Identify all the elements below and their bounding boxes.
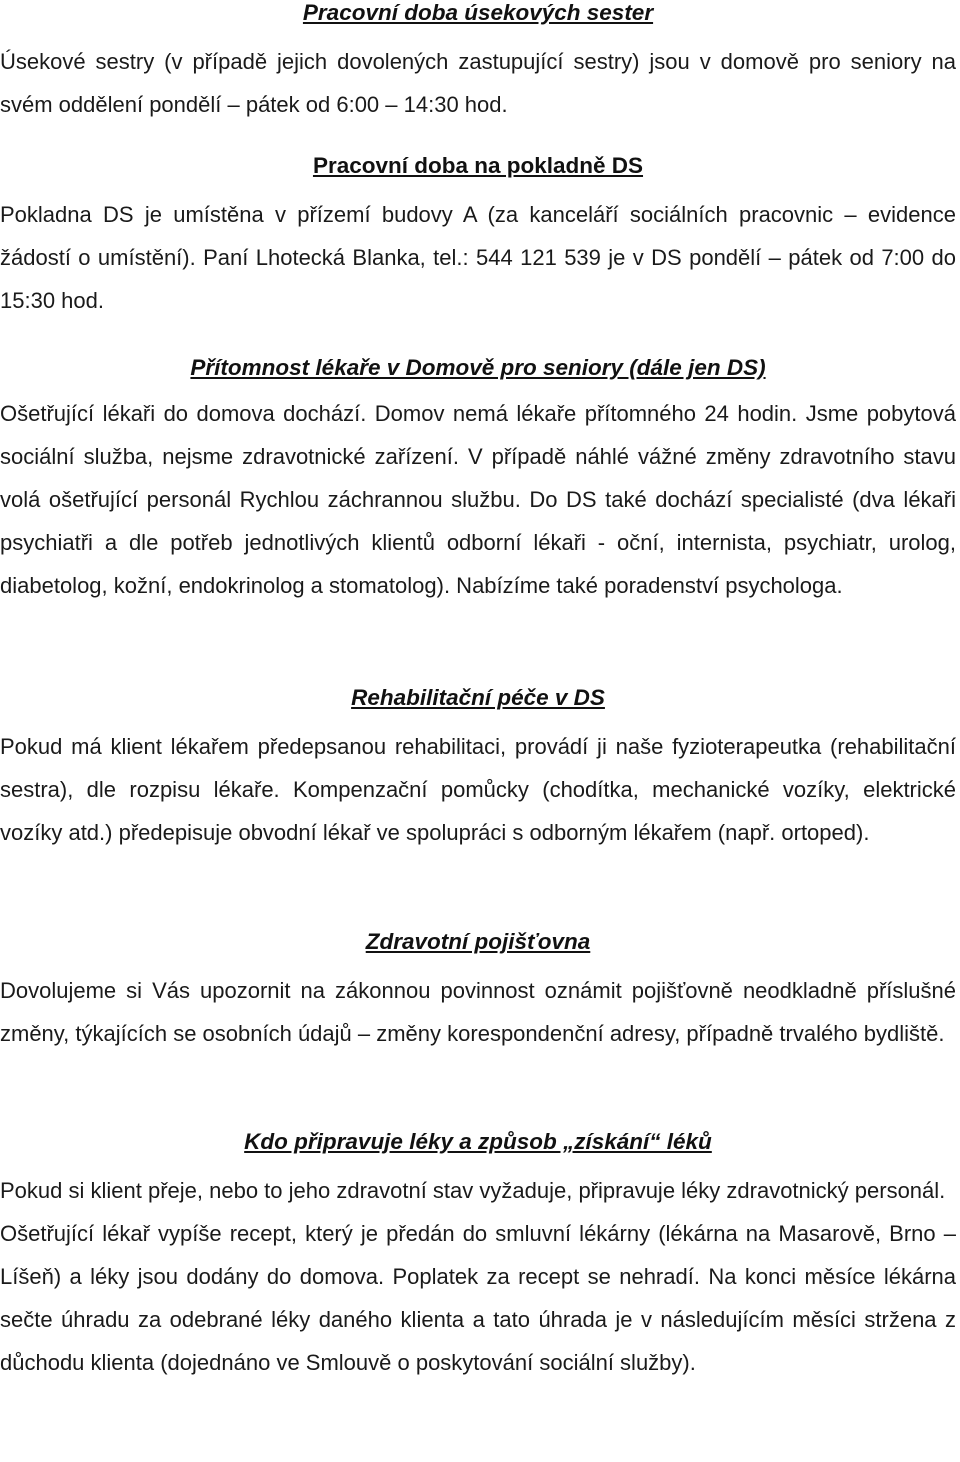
section-paragraph: Úsekové sestry (v případě jejich dovolených zastupující sestry) jsou v domově pro seniory na svém oddělení pondělí – pátek od 6:00 – 14:30 hod. bbox=[0, 49, 956, 117]
section-health-insurance bbox=[0, 929, 956, 1055]
section-paragraph: Pokud má klient lékařem předepsanou rehabilitaci, provádí ji naše fyzioterapeutka (rehabilitační sestra), dle rozpisu lékaře. Kompenzační pomůcky (chodítka, mechanické vozíky, elektrické vozíky atd.) předepisuje obvodní lékař ve spolupráci s odborným lékařem (např. ortoped). bbox=[0, 734, 956, 845]
section-nursing-hours bbox=[0, 0, 956, 126]
section-medication bbox=[0, 1129, 956, 1384]
section-doctor-presence bbox=[0, 355, 956, 607]
section-paragraph: Pokladna DS je umístěna v přízemí budovy A (za kanceláří sociálních pracovnic – evidence žádostí o umístění). Paní Lhotecká Blanka, tel.: 544 121 539 je v DS pondělí – pátek od 7:00 do 15:30 hod. bbox=[0, 202, 956, 313]
section-cashier-hours bbox=[0, 153, 956, 322]
section-heading: Pracovní doba na pokladně DS bbox=[312, 153, 644, 178]
section-paragraph: Ošetřující lékař vypíše recept, který je předán do smluvní lékárny (lékárna na Masarově, Brno – Líšeň) a léky jsou dodány do domova. Poplatek za recept se nehradí. Na konci měsíce lékárna sečte úhradu za odebrané léky daného klienta a tato úhrada je v následujícím měsíci stržena z důchodu klienta (dojednáno ve Smlouvě o poskytování sociální služby). bbox=[0, 1221, 956, 1375]
section-paragraph: Dovolujeme si Vás upozornit na zákonnou povinnost oznámit pojišťovně neodkladně příslušné změny, týkajících se osobních údajů – změny korespondenční adresy, případně trvalého bydliště. bbox=[0, 978, 956, 1046]
section-paragraph: Ošetřující lékaři do domova dochází. Domov nemá lékaře přítomného 24 hodin. Jsme pobytová sociální služba, nejsme zdravotnické zařízení. V případě náhlé vážné změny zdravotního stavu volá ošetřující personál Rychlou záchrannou službu. Do DS také dochází specialisté (dva lékaři psychiatři a dle potřeb jednotlivých klientů odborní lékaři - oční, internista, psychiatr, urolog, diabetolog, kožní, endokrinolog a stomatolog). Nabízíme také poradenství psychologa. bbox=[0, 401, 956, 598]
section-heading: Přítomnost lékaře v Domově pro seniory (dále jen DS) bbox=[190, 355, 766, 380]
section-rehabilitation bbox=[0, 685, 956, 854]
section-paragraph: Pokud si klient přeje, nebo to jeho zdravotní stav vyžaduje, připravuje léky zdravotnický personál. bbox=[0, 1178, 946, 1203]
section-heading: Rehabilitační péče v DS bbox=[351, 685, 605, 710]
section-heading: Kdo připravuje léky a způsob „získání“ léků bbox=[244, 1129, 712, 1154]
section-heading: Pracovní doba úsekových sester bbox=[302, 0, 654, 25]
section-heading: Zdravotní pojišťovna bbox=[365, 929, 591, 954]
